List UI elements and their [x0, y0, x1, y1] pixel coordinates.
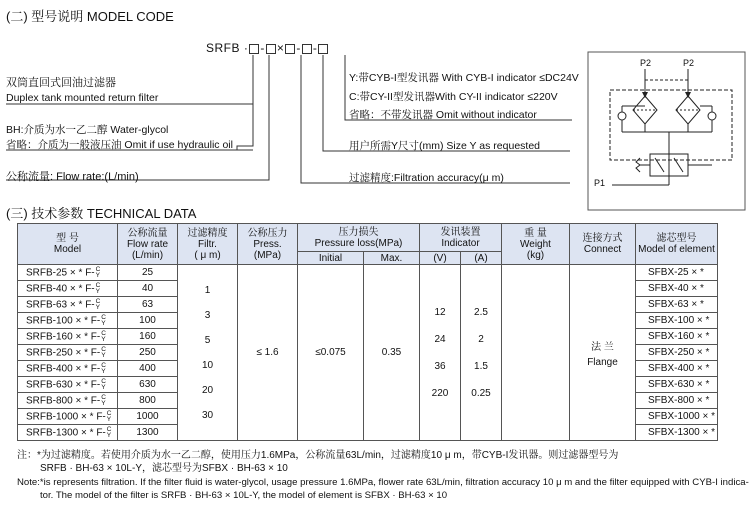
p2-left-label: P2: [640, 58, 652, 68]
model-cell: SRFB-63 × * F- C Y: [18, 297, 118, 313]
element-cell: SFBX-40 × *: [636, 281, 718, 297]
flow-cell: 40: [118, 281, 178, 297]
element-cell: SFBX-400 × *: [636, 361, 718, 377]
note-en-1: Note:*is represents filtration. If the filter fluid is water-glycol, usage pressure 1.6MPa, flower rate 63L/min, filtration accuracy 10 μ m and the filter equipped with CYB-I indica-: [17, 477, 749, 488]
technical-data-title: (三) 技术参数 TECHNICAL DATA: [6, 206, 197, 221]
header-indicator: 发讯装置 Indicator: [420, 224, 502, 252]
note-en-2: tor. The model of the filter is SRFB · BH-63 × 10L-Y, the model of element is SFBX · BH-63 × 10: [40, 490, 448, 501]
loss-max-value: 0.35: [364, 265, 420, 441]
flow-cell: 400: [118, 361, 178, 377]
model-cell: SRFB-400 × * F- C Y: [18, 361, 118, 377]
header-ind-v: (V): [420, 252, 461, 265]
filter-name-en: Duplex tank mounted return filter: [6, 92, 159, 104]
flow-note: 公称流量: Flow rate:(L/min): [6, 171, 139, 183]
element-cell: SFBX-160 × *: [636, 329, 718, 345]
model-cell: SRFB-1300 × * F- C Y: [18, 425, 118, 441]
p1-label: P1: [594, 178, 606, 188]
note-cn-2: SRFB · BH-63 × 10L-Y，滤芯型号为SFBX · BH-63 × 10: [40, 463, 288, 474]
filtration-values: 1 3 5 10 20 30: [178, 265, 238, 441]
pressure-value: ≤ 1.6: [238, 265, 298, 441]
filtration-note: 过滤精度:Filtration accuracy(μ m): [349, 172, 504, 184]
model-cell: SRFB-250 × * F- C Y: [18, 345, 118, 361]
header-pressure: 公称压力 Press. (MPa): [238, 224, 298, 265]
header-pressure-loss: 压力损失 Pressure loss(MPa): [298, 224, 420, 252]
element-cell: SFBX-1300 × *: [636, 425, 718, 441]
header-loss-max: Max.: [364, 252, 420, 265]
code-prefix: SRFB: [206, 41, 241, 55]
model-cell: SRFB-800 × * F- C Y: [18, 393, 118, 409]
header-weight: 重 量 Weight (kg): [502, 224, 570, 265]
indicator-y-note: Y:带CYB-I型发讯器 With CYB-I indicator ≤DC24V: [349, 72, 579, 84]
header-loss-initial: Initial: [298, 252, 364, 265]
weight-cell: [502, 265, 570, 441]
header-ind-a: (A): [461, 252, 502, 265]
technical-data-table: [17, 223, 718, 441]
omit-bh-note: 省略：介质为一般液压油 Omit if use hydraulic oil: [6, 139, 233, 151]
element-cell: SFBX-800 × *: [636, 393, 718, 409]
note-cn-1: 注：*为过滤精度。若使用介质为水一乙二醇，使用压力1.6MPa，公称流量63L/min，过滤精度10 μ m，带CYB-I发讯器。则过滤器型号为: [17, 450, 619, 461]
omit-indicator-note: 省略：不带发讯器 Omit without indicator: [349, 109, 537, 121]
model-cell: SRFB-40 × * F- C Y: [18, 281, 118, 297]
header-row-1: [18, 224, 718, 252]
header-model: 型 号 Model: [18, 224, 118, 265]
indicator-c-note: C:带CY-II型发讯器With CY-II indicator ≤220V: [349, 91, 558, 103]
element-cell: SFBX-25 × *: [636, 265, 718, 281]
loss-initial-value: ≤0.075: [298, 265, 364, 441]
flow-cell: 800: [118, 393, 178, 409]
indicator-a-values: 2.5 2 1.5 0.25: [461, 265, 502, 441]
flow-cell: 1000: [118, 409, 178, 425]
flow-cell: 250: [118, 345, 178, 361]
code-times: ×: [276, 41, 285, 55]
model-cell: SRFB-1000 × * F- C Y: [18, 409, 118, 425]
connect-value: 法 兰 Flange: [570, 265, 636, 441]
header-element: 滤芯型号 Model of element: [636, 224, 718, 265]
flow-cell: 25: [118, 265, 178, 281]
size-y-note: 用户所需Y尺寸(mm) Size Y as requested: [349, 140, 540, 152]
flow-cell: 630: [118, 377, 178, 393]
indicator-v-values: 12 24 36 220: [420, 265, 461, 441]
model-cell: SRFB-100 × * F- C Y: [18, 313, 118, 329]
model-code-string: SRFB · - × - -: [206, 41, 329, 55]
code-separator: ·: [243, 41, 249, 55]
element-cell: SFBX-100 × *: [636, 313, 718, 329]
header-flow: 公称流量 Flow rate (L/min): [118, 224, 178, 265]
p2-right-label: P2: [683, 58, 695, 68]
element-cell: SFBX-1000 × *: [636, 409, 718, 425]
flow-cell: 1300: [118, 425, 178, 441]
flow-cell: 160: [118, 329, 178, 345]
flow-cell: 100: [118, 313, 178, 329]
filter-name-cn: 双筒直回式回油过滤器: [6, 77, 116, 89]
header-filtration: 过滤精度 Filtr. ( μ m): [178, 224, 238, 265]
element-cell: SFBX-250 × *: [636, 345, 718, 361]
header-connect: 连接方式 Connect: [570, 224, 636, 265]
model-cell: SRFB-630 × * F- C Y: [18, 377, 118, 393]
flow-cell: 63: [118, 297, 178, 313]
model-cell: SRFB-25 × * F- C Y: [18, 265, 118, 281]
element-cell: SFBX-630 × *: [636, 377, 718, 393]
model-cell: SRFB-160 × * F- C Y: [18, 329, 118, 345]
element-cell: SFBX-63 × *: [636, 297, 718, 313]
table-row: [18, 265, 718, 281]
bh-note: BH:介质为水一乙二醇 Water-glycol: [6, 124, 169, 136]
model-code-title: (二) 型号说明 MODEL CODE: [6, 9, 174, 24]
